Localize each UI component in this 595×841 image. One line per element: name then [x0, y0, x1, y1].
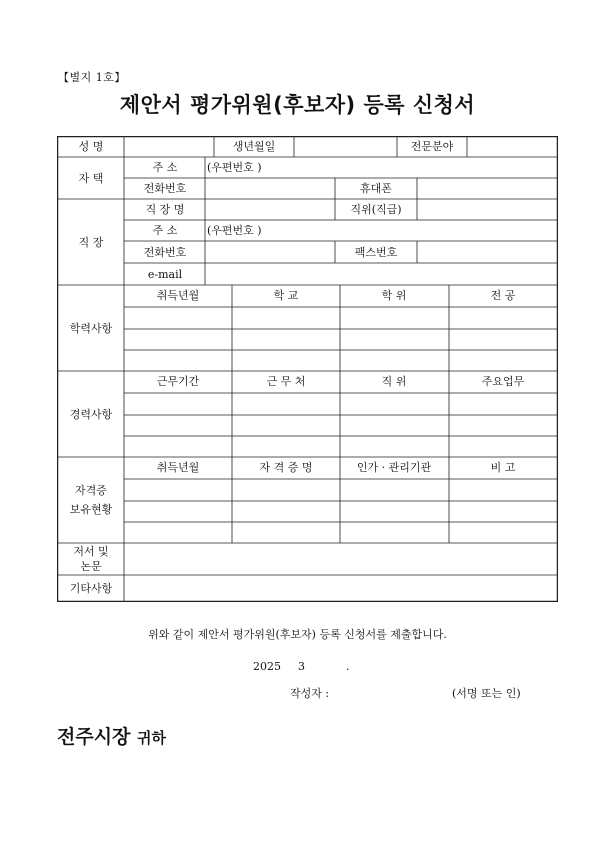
career-section-label: 경력사항	[69, 408, 113, 421]
other-notes-field[interactable]	[125, 576, 557, 600]
author-label: 작성자 :	[290, 687, 330, 700]
career-header-duties: 주요업무	[481, 375, 525, 388]
publications-label-line2: 논문	[80, 560, 102, 573]
submission-statement: 위와 같이 제안서 평가위원(후보자) 등록 신청서를 제출합니다.	[148, 628, 447, 641]
expertise-label: 전문분야	[410, 140, 454, 153]
expertise-field[interactable]	[468, 137, 557, 156]
name-label: 성 명	[78, 140, 104, 153]
birth-date-label: 생년월일	[232, 140, 276, 153]
publications-field[interactable]	[125, 544, 557, 574]
license-section-label-line2: 보유현황	[69, 503, 113, 516]
education-header-major: 전 공	[490, 289, 516, 302]
addressee-honorific: 귀하	[137, 729, 167, 747]
home-section-label: 자 택	[78, 172, 104, 185]
home-postal-hint: (우편번호 )	[207, 161, 262, 174]
form-title: 제안서 평가위원(후보자) 등록 신청서	[119, 93, 476, 117]
license-header-issuer: 인가 · 관리기관	[356, 461, 432, 474]
mobile-field[interactable]	[418, 179, 557, 198]
addressee-name: 전주시장	[57, 726, 131, 748]
addressee	[57, 722, 166, 749]
education-header-date: 취득년월	[156, 289, 200, 302]
date-year: 2025	[253, 660, 281, 673]
work-phone-field[interactable]	[206, 242, 334, 262]
workplace-field[interactable]	[206, 200, 334, 219]
date-month: 3	[298, 660, 305, 673]
home-phone-label: 전화번호	[143, 182, 187, 195]
workplace-label: 직 장 명	[145, 203, 185, 216]
work-section-label: 직 장	[78, 236, 104, 249]
home-phone-field[interactable]	[206, 179, 334, 198]
education-header-school: 학 교	[273, 289, 299, 302]
other-notes-label: 기타사항	[69, 582, 113, 595]
license-header-remarks: 비 고	[490, 461, 516, 474]
publications-label-line1: 저서 및	[73, 545, 109, 558]
education-section-label: 학력사항	[69, 322, 113, 335]
work-address-field[interactable]	[206, 221, 557, 240]
date-separator: .	[346, 660, 350, 673]
fax-field[interactable]	[418, 242, 557, 262]
birth-date-field[interactable]	[295, 137, 396, 156]
home-address-label: 주 소	[152, 161, 178, 174]
fax-label: 팩스번호	[354, 246, 398, 259]
education-entry-rows[interactable]	[125, 308, 557, 370]
license-entry-rows[interactable]	[125, 480, 557, 542]
author-name-field[interactable]	[346, 680, 446, 700]
work-postal-hint: (우편번호 )	[207, 224, 262, 237]
work-phone-label: 전화번호	[143, 246, 187, 259]
career-entry-rows[interactable]	[125, 394, 557, 456]
license-section-label-line1: 자격증	[75, 484, 107, 497]
career-header-employer: 근 무 처	[266, 375, 306, 388]
form-number-tag: 【별지 1호】	[58, 71, 126, 84]
position-label: 직위(직급)	[350, 203, 402, 216]
position-field[interactable]	[418, 200, 557, 219]
license-header-date: 취득년월	[156, 461, 200, 474]
home-address-field[interactable]	[206, 158, 557, 177]
email-field[interactable]	[206, 264, 557, 284]
work-address-label: 주 소	[152, 224, 178, 237]
email-label: e-mail	[147, 268, 183, 281]
name-field[interactable]	[125, 137, 213, 156]
application-form-table	[57, 136, 558, 602]
career-header-period: 근무기간	[156, 375, 200, 388]
submission-date	[253, 660, 350, 673]
career-header-position: 직 위	[381, 375, 407, 388]
signature-label: (서명 또는 인)	[452, 687, 521, 700]
mobile-label: 휴대폰	[360, 182, 392, 195]
license-header-name: 자 격 증 명	[259, 461, 313, 474]
education-header-degree: 학 위	[381, 289, 407, 302]
